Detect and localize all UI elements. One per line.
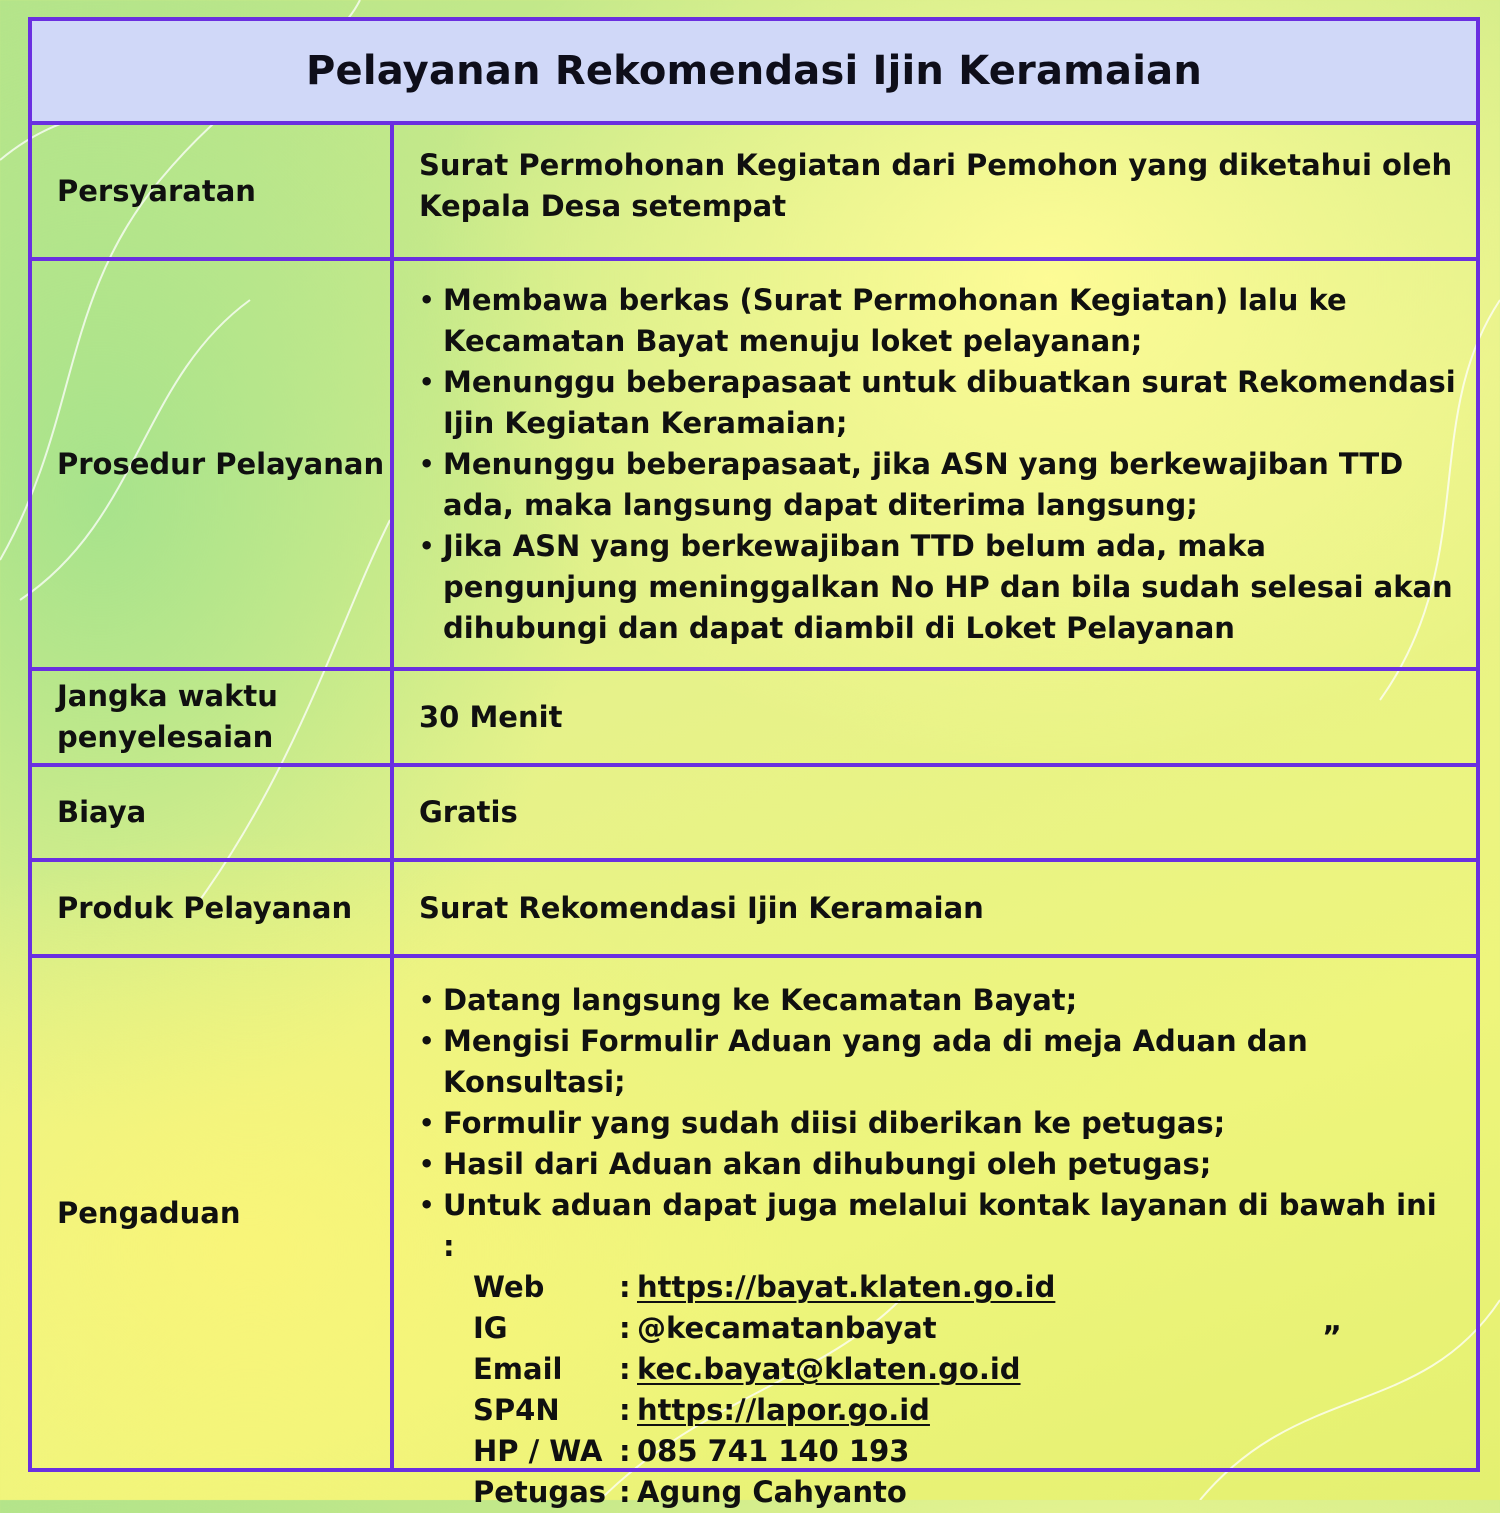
- row-label-persyaratan: Persyaratan: [32, 125, 394, 257]
- contact-sep: :: [619, 1311, 631, 1345]
- prosedur-list: [419, 280, 1458, 649]
- row-biaya: [32, 767, 1476, 862]
- instagram-handle: @kecamatanbayat: [637, 1311, 937, 1345]
- contact-key: IG: [473, 1311, 508, 1345]
- persyaratan-text: Surat Permohonan Kegiatan dari Pemohon yang diketahui oleh Kepala Desa setempat: [419, 148, 1453, 223]
- list-item: • Jika ASN yang berkewajiban TTD belum ada, maka pengunjung meninggalkan No HP dan bila sudah selesai akan dihubungi dan dapat diambil di Loket Pelayanan: [419, 526, 1458, 649]
- row-persyaratan: [32, 125, 1476, 261]
- list-item: • Menunggu beberapasaat, jika ASN yang berkewajiban TTD ada, maka langsung dapat diterima langsung;: [419, 444, 1458, 526]
- row-value-prosedur: [394, 261, 1476, 667]
- list-item: • Datang langsung ke Kecamatan Bayat;: [419, 980, 1458, 1021]
- list-item: • Menunggu beberapasaat untuk dibuatkan surat Rekomendasi Ijin Kegiatan Keramaian;: [419, 362, 1458, 444]
- row-pengaduan: [32, 958, 1476, 1509]
- contact-sep: :: [619, 1393, 631, 1427]
- contact-sep: :: [619, 1352, 631, 1386]
- page-title: Pelayanan Rekomendasi Ijin Keramaian: [305, 48, 1203, 94]
- row-label-produk: Produk Pelayanan: [32, 862, 394, 954]
- row-value-jangka-waktu: 30 Menit: [419, 699, 563, 734]
- list-item: • Untuk aduan dapat juga melalui kontak layanan di bawah ini :: [419, 1185, 1458, 1267]
- row-label-biaya: Biaya: [32, 767, 394, 858]
- contact-sep: :: [619, 1434, 631, 1468]
- contact-list: [419, 1267, 1458, 1513]
- row-value-pengaduan: [394, 958, 1476, 1509]
- contact-key: HP / WA: [473, 1434, 603, 1468]
- web-link[interactable]: https://bayat.klaten.go.id: [637, 1270, 1056, 1304]
- row-value-biaya: Gratis: [419, 795, 518, 829]
- contact-row-petugas: [473, 1472, 1458, 1513]
- sp4n-link[interactable]: https://lapor.go.id: [637, 1393, 930, 1427]
- pengaduan-list: [419, 980, 1458, 1267]
- row-value-persyaratan: [394, 125, 1476, 257]
- row-produk: [32, 862, 1476, 958]
- title-bar: [32, 21, 1476, 125]
- contact-row-email: [473, 1349, 1458, 1390]
- list-item: • Formulir yang sudah diisi diberikan ke petugas;: [419, 1103, 1458, 1144]
- list-item: • Mengisi Formulir Aduan yang ada di meja Aduan dan Konsultasi;: [419, 1021, 1458, 1103]
- email-link[interactable]: kec.bayat@klaten.go.id: [637, 1352, 1021, 1386]
- contact-key: Petugas: [473, 1475, 607, 1509]
- contact-row-phone: [473, 1431, 1458, 1472]
- contact-row-web: [473, 1267, 1458, 1308]
- contact-key: Web: [473, 1270, 545, 1304]
- service-info-table: [28, 17, 1480, 1509]
- contact-row-ig: [473, 1308, 1458, 1349]
- contact-key: SP4N: [473, 1393, 560, 1427]
- officer-name: Agung Cahyanto: [637, 1475, 907, 1509]
- contact-row-sp4n: [473, 1390, 1458, 1431]
- contact-key: Email: [473, 1352, 563, 1386]
- list-item: • Hasil dari Aduan akan dihubungi oleh petugas;: [419, 1144, 1458, 1185]
- phone-number: 085 741 140 193: [637, 1434, 910, 1468]
- list-item: • Membawa berkas (Surat Permohonan Kegiatan) lalu ke Kecamatan Bayat menuju loket pelayanan;: [419, 280, 1458, 362]
- row-label-prosedur: Prosedur Pelayanan: [32, 261, 394, 667]
- stray-quote-mark: ”: [1322, 1320, 1342, 1355]
- row-value-produk: Surat Rekomendasi Ijin Keramaian: [419, 890, 984, 925]
- contact-sep: :: [619, 1270, 631, 1304]
- row-label-jangka-waktu: Jangka waktu penyelesaian: [32, 671, 394, 763]
- row-label-pengaduan: Pengaduan: [32, 958, 394, 1468]
- row-prosedur: [32, 261, 1476, 671]
- row-jangka-waktu: [32, 671, 1476, 767]
- contact-sep: :: [619, 1475, 631, 1509]
